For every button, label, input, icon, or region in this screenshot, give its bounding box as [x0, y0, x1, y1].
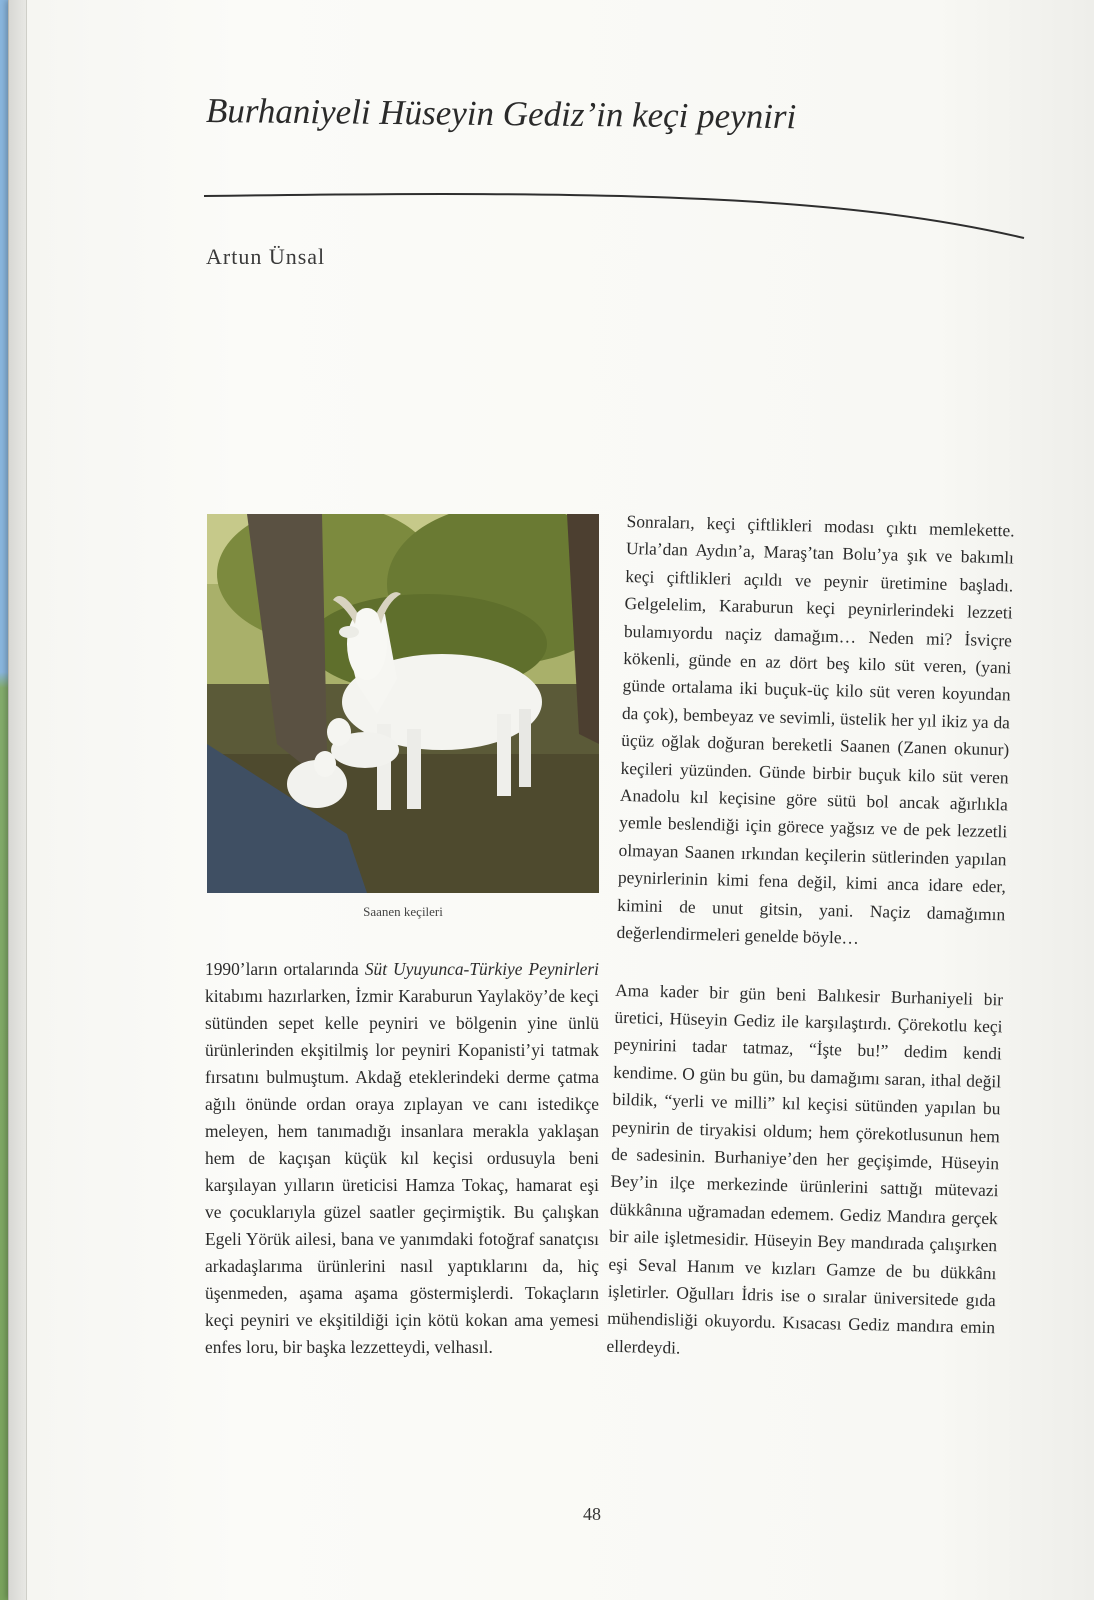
article-author: Artun Ünsal: [206, 244, 326, 269]
body-paragraph-1: Sonraları, keçi çiftlikleri modası çıktı memlekette. Urla’dan Aydın’a, Maraş’tan Bolu’ya şık ve bakımlı keçi çiftlikleri açıldı ve peynir üretimine başladı. Gelgelelim, Karaburun keçi peynirlerindeki lezzeti bulamıyordu naçiz damağım… Neden mi? İsviçre kökenli, günde en az dört beş kilo süt veren, (yani günde ortalama iki buçuk-üç kilo süt veren koyundan da çok), bembeyaz ve sevimli, üstelik her yıl ikiz ya da üçüz oğlak doğuran bereketli Saanen (Zanen okunur) keçileri yüzünden. Günde birbir buçuk kilo süt veren Anadolu kıl keçisine göre sütü bol ancak ağırlıkla yemle beslendiği için görece yağsız ve de pek lezzetli olmayan Saanen ırkından keçilerin sütlerinden yapılan peynirlerinin kimi fena değil, kimi anca idare eder, kimini de unut gitsin, yani. Naçiz damağımın değerlendirmeleri genelde böyle…: [616, 510, 1015, 948]
goat-photo-illustration: [207, 514, 599, 893]
book-title: Süt Uyuyunca-Türkiye Peynirleri: [364, 959, 599, 979]
article-title: Burhaniyeli Hüseyin Gediz’in keçi peyniri: [205, 91, 797, 137]
body-paragraph-2: Ama kader bir gün beni Balıkesir Burhaniyeli bir üretici, Hüseyin Gediz ile karşılaştırdı. Çörekotlu keçi peynirini tadar tatmaz, “İşte bu!” dedim kendi kendime. O gün bu gün, bu damağımı saran, ithal değil bildik, “yerli ve milli” kıl keçisi sütünden yapılan bu peynirin de tiryakisi oldum; hem çörekotlusunun hem de sadesinin. Burhaniye’den her geçişimde, Hüseyin Bey’in ilçe merkezinde ürünlerini sattığı mütevazi dükkânına uğramadan edemem. Gediz Mandıra gerçek bir aile işletmesidir. Hüseyin Bey mandırada çalışırken eşi Seval Hanım ve kızları Gamze de bu dükkânı işletirler. Oğulları İdris ise o sıralar üniversitede gıda mühendisliği okuyordu. Kısacası Gediz mandıra emin ellerdeydi.: [606, 979, 1004, 1358]
goat-photo: [207, 514, 599, 893]
intro-text-rest: kitabımı hazırlarken, İzmir Karaburun Yaylaköy’de keçi sütünden sepet kelle peyniri ve bölgenin yine ünlü ürünlerinden ekşitilmiş lor peyniri Kopanisti’yi tatmak fırsatını bulmuştum. Akdağ eteklerindeki derme çatma ağılı önünde ordan oraya zıplayan ve canı istedikçe meleyen, hem tanımadığı insanlara merakla yaklaşan hem de kaçışan küçük kıl keçisi ordusuyla beni karşılayan yılların üreticisi Hamza Tokaç, hamarat eşi ve çocuklarıyla güzel saatler geçirmiştik. Bu çalışkan Egeli Yörük ailesi, bana ve yanımdaki fotoğraf sanatçısı arkadaşlarıma ürünlerini nasıl yaptıklarını da, hiç üşenmeden, aşama aşama göstermişlerdi. Tokaçların keçi peyniri ve ekşitildiği için kötü kokan ama yemesi enfes loru, bir başka lezzetteydi, velhasıl.: [205, 986, 599, 1357]
left-column: [205, 956, 599, 1361]
intro-text-start: 1990’ların ortalarında: [205, 959, 365, 979]
right-column: [606, 508, 1015, 1369]
title-rule: [204, 188, 1024, 248]
page-number: 48: [583, 1504, 601, 1524]
photo-caption: Saanen keçileri: [363, 904, 443, 919]
intro-paragraph: [205, 956, 599, 1361]
